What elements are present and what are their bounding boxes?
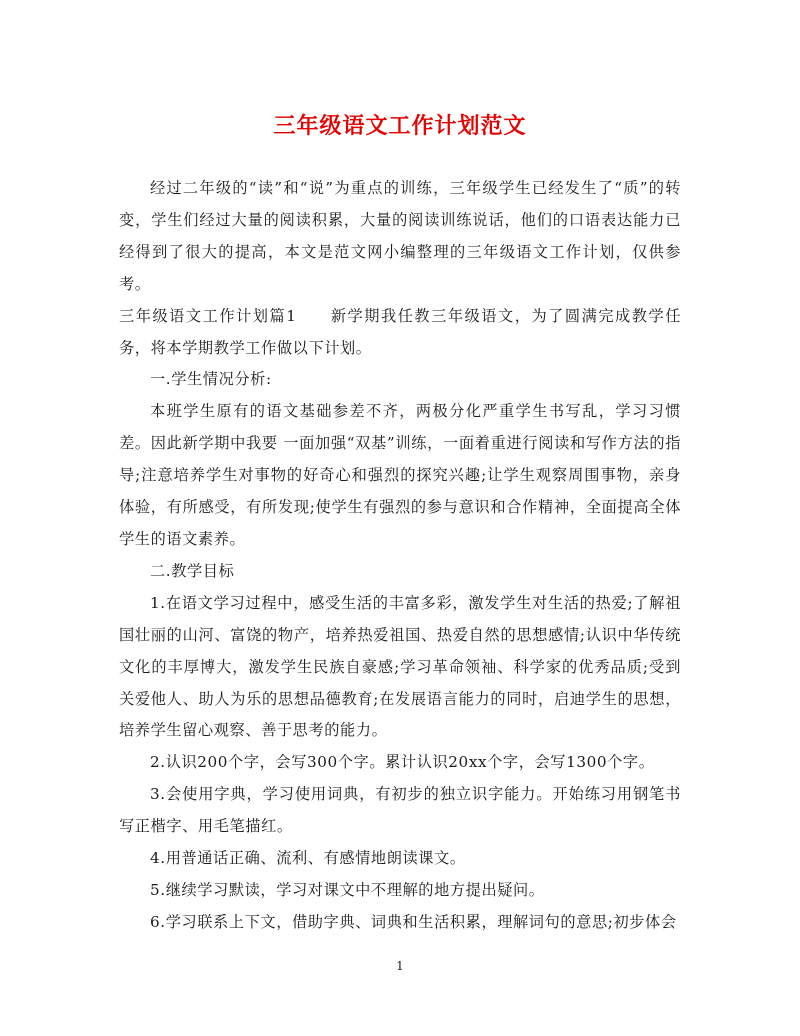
goal-item-6: 6.学习联系上下文，借助字典、词典和生活积累，理解词句的意思;初步体会 [150,912,677,931]
intro-paragraph: 经过二年级的“读”和“说”为重点的训练，三年级学生已经发生了“质”的转变，学生们经过大量的阅读积累，大量的阅读训练说话，他们的口语表达能力已经得到了很大的提高，本文是范文网小编整理的三年级语文工作计划，仅供参考。 [119,179,681,293]
goal-item-4: 4.用普通话正确、流利、有感情地朗读课文。 [150,849,466,868]
student-analysis-paragraph: 本班学生原有的语文基础参差不齐，两极分化严重学生书写乱，学习习惯差。因此新学期中我要 一面加强“双基”训练，一面着重进行阅读和写作方法的指导;注意培养学生对事物的好奇心和强烈的探究兴趣;让学生观察周围事物，亲身体验，有所感受，有所发现;使学生有强烈的参与意识和合作精神，全面提高全体学生的语文素养。 [119,402,681,548]
section-heading-teaching-goals: 二.教学目标 [150,561,235,580]
goal-item-2: 2.认识200个字，会写300个字。累计认识20xx个字，会写1300个字。 [150,753,655,772]
goal-item-5: 5.继续学习默读，学习对课文中不理解的地方提出疑问。 [150,880,545,899]
page-number: 1 [396,959,404,973]
plan-heading-paragraph: 三年级语文工作计划篇1 新学期我任教三年级语文，为了圆满完成教学任务，将本学期教学工作做以下计划。 [119,306,681,357]
section-heading-student-analysis: 一.学生情况分析: [150,370,272,389]
goal-item-1: 1.在语文学习过程中，感受生活的丰富多彩，激发学生对生活的热爱;了解祖国壮丽的山河、富饶的物产，培养热爱祖国、热爱自然的思想感情;认识中华传统文化的丰厚博大，激发学生民族自豪感;学习革命领袖、科学家的优秀品质;受到关爱他人、助人为乐的思想品德教育;在发展语言能力的同时，启迪学生的思想，培养学生留心观察、善于思考的能力。 [119,593,681,740]
document-title: 三年级语文工作计划范文 [273,113,527,139]
goal-item-3: 3.会使用字典，学习使用词典，有初步的独立识字能力。开始练习用钢笔书写正楷字、用毛笔描红。 [119,785,681,836]
document-body [119,173,681,939]
